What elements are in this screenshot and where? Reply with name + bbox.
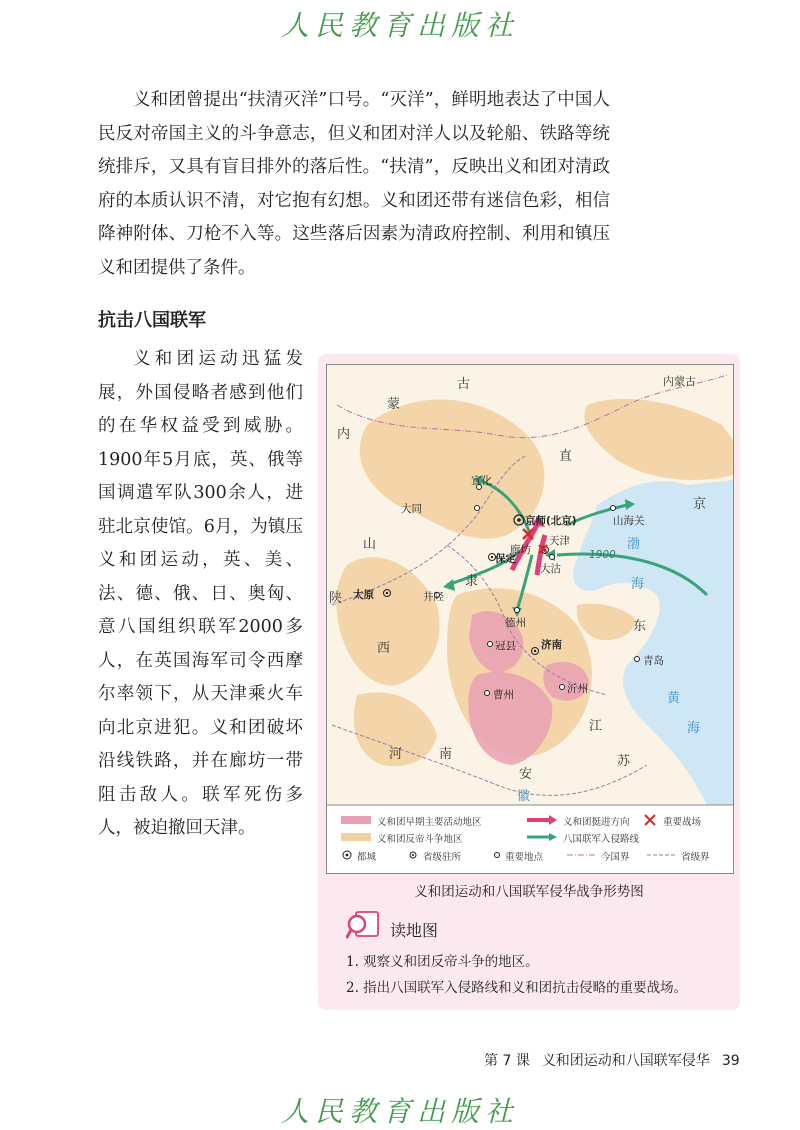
map-region-label: 内 bbox=[337, 427, 351, 442]
map-region-label: 安 bbox=[519, 767, 533, 782]
read-map-question: 1. 观察义和团反帝斗争的地区。 bbox=[346, 954, 539, 970]
place-label: 宣化 bbox=[471, 475, 492, 487]
place-label: 冠县 bbox=[495, 640, 516, 652]
legend-important-place: 重要地点 bbox=[505, 852, 544, 863]
map-region-label: 苏 bbox=[617, 754, 631, 769]
map-sea-label: 海 bbox=[631, 577, 645, 592]
legend-national-border: 今国界 bbox=[601, 852, 630, 863]
place-label: 德州 bbox=[505, 617, 526, 629]
map-sea-label: 渤 bbox=[627, 537, 641, 552]
read-map-title: 读地图 bbox=[390, 921, 439, 940]
section-paragraph: 义和团运动迅猛发展，外国侵略者感到他们的在华权益受到威胁。1900年5月底，英、俄等国调遣军队300余人，进驻北京使馆。6月，为镇压义和团运动，英、美、法、德、俄、日、奥匈、意八国组织联军2000多人，在英国海军司令西摩尔率领下，从天津乘火车向北京进犯。义和团破坏沿线铁路，并在廊坊一带阻击敌人。联军死伤多人，被迫撤回天津。 bbox=[98, 349, 303, 838]
place-label: 大同 bbox=[401, 503, 422, 515]
section-title: 抗击八国联军 bbox=[98, 310, 206, 331]
place-label: 天津 bbox=[549, 535, 570, 547]
map-region-label: 徽 bbox=[517, 789, 531, 804]
place-label: 廊坊 bbox=[510, 544, 531, 556]
legend-capital: 都城 bbox=[357, 852, 377, 863]
lesson-title: 义和团运动和八国联军侵华 bbox=[541, 1053, 710, 1069]
map-region-label: 西 bbox=[377, 641, 391, 656]
place-label: 曹州 bbox=[493, 689, 514, 701]
place-label: 保定 bbox=[495, 553, 516, 565]
map-region-label: 京 bbox=[693, 497, 707, 512]
place-label: 济南 bbox=[541, 639, 562, 651]
publisher-watermark-top: 人民教育出版社 bbox=[280, 9, 519, 42]
page-footer bbox=[484, 1050, 752, 1070]
lesson-number: 第 7 课 bbox=[484, 1053, 530, 1069]
legend-early-area: 义和团早期主要活动地区 bbox=[377, 817, 482, 828]
read-map-question: 2. 指出八国联军入侵路线和义和团抗击侵略的重要战场。 bbox=[346, 980, 688, 996]
place-label: 井陉 bbox=[423, 591, 444, 603]
legend-allied-route: 八国联军入侵路线 bbox=[563, 834, 640, 845]
magnifier-icon bbox=[346, 910, 382, 944]
map-region-label: 河 bbox=[389, 747, 403, 762]
map-region-label: 江 bbox=[589, 719, 603, 734]
map-sea-label: 黄 bbox=[667, 691, 681, 706]
place-label: 山海关 bbox=[613, 515, 645, 527]
legend-battlefield: 重要战场 bbox=[663, 817, 702, 828]
legend-boxer-direction: 义和团挺进方向 bbox=[563, 817, 630, 828]
place-label: 大沽 bbox=[540, 563, 561, 575]
map-region-label: 南 bbox=[439, 747, 453, 762]
capital-label: 京师(北京) bbox=[525, 515, 577, 527]
map-region-label: 直 bbox=[559, 449, 573, 464]
map-region-label: 古 bbox=[457, 377, 471, 392]
map-region-label: 陕 bbox=[329, 591, 343, 606]
place-label: 沂州 bbox=[567, 683, 588, 695]
map-sea-label: 海 bbox=[687, 721, 701, 736]
map-caption: 义和团运动和八国联军侵华战争形势图 bbox=[414, 884, 644, 900]
place-label: 太原 bbox=[353, 589, 374, 601]
map-region-label: 蒙 bbox=[387, 397, 401, 412]
map-year-label: 1900 bbox=[589, 549, 616, 561]
legend-provincial-seat: 省级驻所 bbox=[423, 852, 462, 863]
place-label: 青岛 bbox=[643, 655, 664, 667]
legend-provincial-border: 省级界 bbox=[681, 852, 710, 863]
page-number: 39 bbox=[721, 1053, 740, 1069]
map-region-label: 隶 bbox=[465, 574, 479, 589]
intro-paragraph: 义和团曾提出“扶清灭洋”口号。“灭洋”，鲜明地表达了中国人民反对帝国主义的斗争意志，但义和团对洋人以及轮船、铁路等统统排斥，又具有盲目排外的落后性。“扶清”，反映出义和团对清政府的本质认识不清，对它抱有幻想。义和团还带有迷信色彩，相信降神附体、刀枪不入等。这些落后因素为清政府控制、利用和镇压义和团提供了条件。 bbox=[98, 90, 610, 278]
historical-map bbox=[326, 364, 734, 874]
legend-struggle-area: 义和团反帝斗争地区 bbox=[377, 834, 463, 845]
publisher-watermark-bottom: 人民教育出版社 bbox=[280, 1095, 519, 1128]
map-region-label: 山 bbox=[363, 537, 377, 552]
map-region-label: 东 bbox=[633, 619, 647, 634]
map-region-label: 内蒙古 bbox=[663, 375, 696, 388]
